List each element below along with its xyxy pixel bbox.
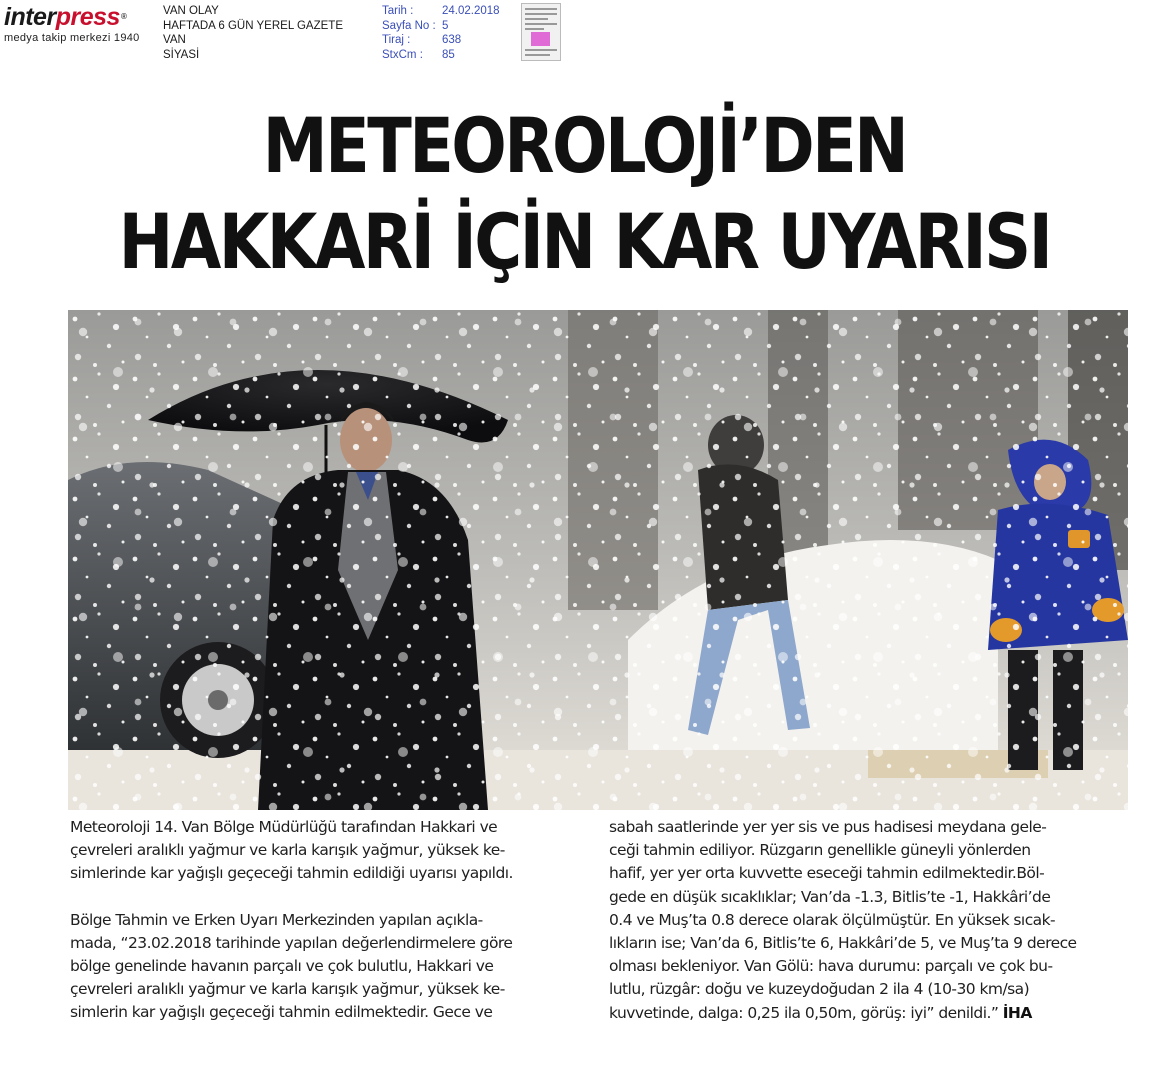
thumb-highlight [531,32,550,46]
meta-value: 24.02.2018 [442,5,500,17]
meta-value: 638 [442,34,462,47]
article-line: çevreleri aralıklı yağmur ve karla karışık yağmur, yüksek ke- [70,980,505,999]
publication-frequency: HAFTADA 6 GÜN YEREL GAZETE [163,19,343,32]
meta-value: 85 [442,48,455,61]
logo-subtitle: medya takip merkezi 1940 [4,32,140,44]
article-line: gede en düşük sıcaklıklar; Van’da -1.3, Bitlis’te -1, Hakkâri’de [609,887,1051,906]
thumb-line [525,18,548,20]
clipping-header [0,0,1169,64]
thumb-line [525,8,557,10]
thumb-line [525,28,544,30]
article-line: ceği tahmin ediliyor. Rüzgarın genellikle güneyli yönlerden [609,841,1031,860]
article-line: lıkların ise; Van’da 6, Bitlis’te 6, Hakkâri’de 5, ve Muş’ta 9 derece [609,934,1077,953]
thumb-line [525,49,557,51]
paragraph-gap [70,886,590,909]
article-line: çevreleri aralıklı yağmur ve karla karışık yağmur, yüksek ke- [70,841,505,860]
clipping-meta [382,4,500,62]
thumb-line [525,23,557,25]
meta-row-date [382,4,500,19]
meta-key: Tiraj : [382,34,411,47]
meta-key: Tarih : [382,5,414,17]
news-agency: İHA [1002,1003,1032,1022]
logo-word-dark: inter [4,3,56,31]
meta-key: StxCm : [382,48,423,61]
meta-row-circulation [382,33,500,48]
snow-scene-illustration [68,310,1128,810]
article-line: olması bekleniyor. Van Gölü: hava durumu: parçalı ve çok bu- [609,957,1053,976]
logo-word-red: press [55,3,120,31]
article-line: 0.4 ve Muş’ta 0.8 derece olarak ölçülmüştür. En yüksek sıcak- [609,910,1056,929]
logo-registered-mark: ® [120,12,127,21]
article-line: sabah saatlerinde yer yer sis ve pus hadisesi meydana gele- [609,818,1047,836]
article-line: Bölge Tahmin ve Erken Uyarı Merkezinden yapılan açıkla- [70,910,483,929]
meta-row-stxcm [382,48,500,63]
article-line: Meteoroloji 14. Van Bölge Müdürlüğü tarafından Hakkari ve [70,818,498,836]
publication-city: VAN [163,34,186,47]
meta-key: Sayfa No : [382,19,436,32]
article-line: mada, “23.02.2018 tarihinde yapılan değerlendirmelere göre [70,933,513,952]
publication-category: SİYASİ [163,48,200,61]
thumb-line [525,13,557,15]
publication-name: VAN OLAY [163,5,219,17]
article-last-line [609,1002,1129,1025]
meta-row-page [382,19,500,34]
article-photo [68,310,1128,810]
article-line: bölge genelinde havanın parçalı ve çok bulutlu, Hakkari ve [70,957,494,976]
page-thumbnail[interactable] [521,3,561,61]
article-headline [0,100,1169,288]
article-line: simlerin kar yağışlı geçeceği tahmin edilmektedir. Gece ve [70,1003,493,1022]
publication-info [163,4,343,62]
article-column-left [70,816,590,1025]
thumb-line [525,54,550,56]
article-line: hafif, yer yer orta kuvvette eseceği tahmin edilmektedir.Böl- [609,864,1045,883]
article-line: lutlu, rüzgâr: doğu ve kuzeydoğudan 2 ila 4 (10-30 km/sa) [609,980,1030,999]
headline-line-1: METEOROLOJİ’DEN [262,101,907,190]
meta-value: 5 [442,19,449,32]
article-line: simlerinde kar yağışlı geçeceği tahmin edildiği uyarısı yapıldı. [70,864,513,883]
logo-wordmark [4,4,154,30]
headline-line-2: HAKKARİ İÇİN KAR UYARISI [118,197,1051,286]
article-column-right [609,816,1129,1025]
interpress-logo [4,4,154,50]
article-line: kuvvetinde, dalga: 0,25 ila 0,50m, görüş: iyi” denildi.” [609,1003,999,1022]
snowflakes-large [68,310,1128,810]
